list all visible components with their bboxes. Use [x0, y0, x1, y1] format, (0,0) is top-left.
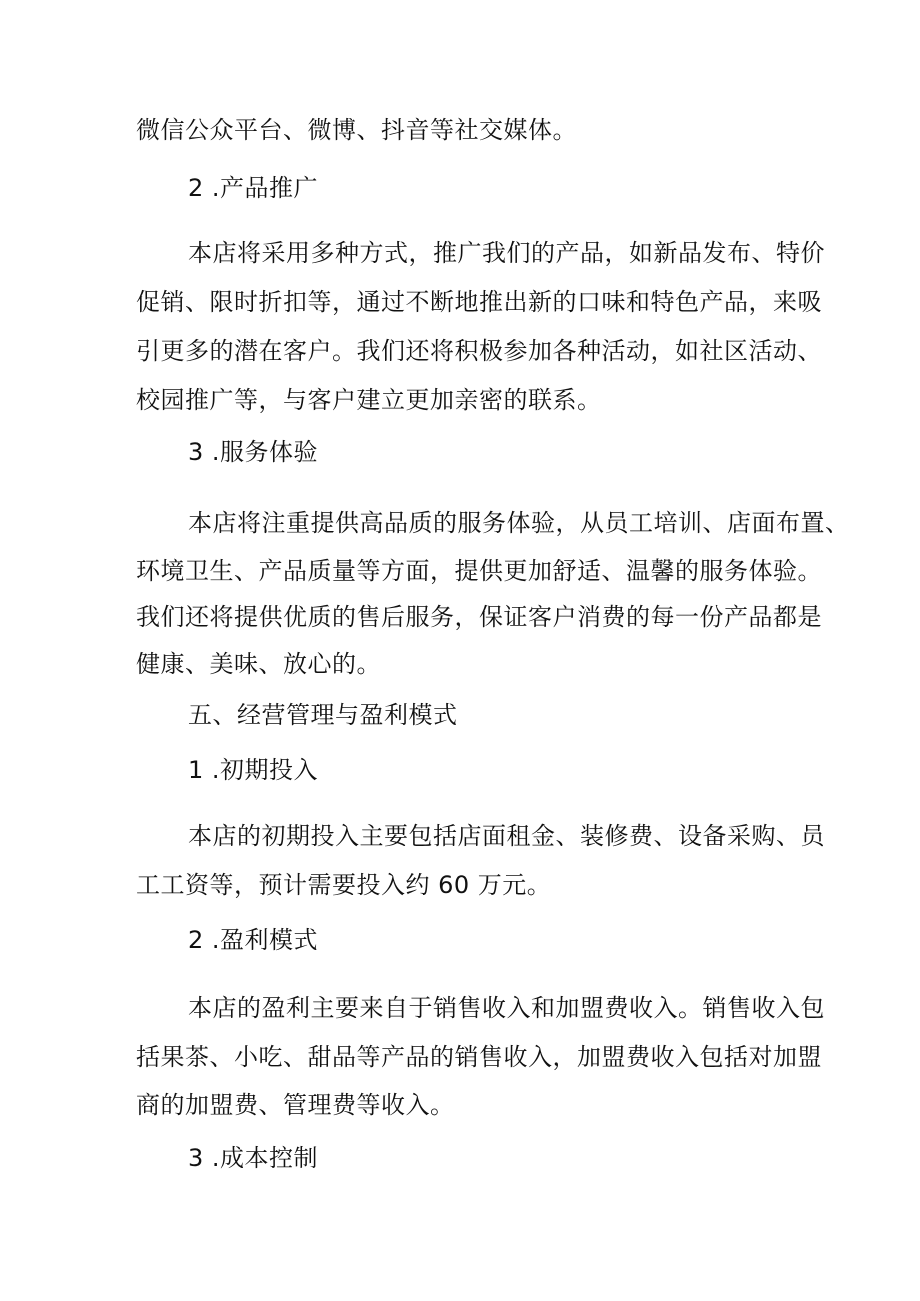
paragraph-line: 健康、美味、放心的。 [136, 650, 381, 678]
paragraph-line: 本店的初期投入主要包括店面租金、装修费、设备采购、员 [188, 822, 825, 850]
paragraph-line: 校园推广等，与客户建立更加亲密的联系。 [136, 386, 602, 414]
paragraph-line: 本店将采用多种方式，推广我们的产品，如新品发布、特价 [188, 239, 825, 267]
paragraph-line: 工工资等，预计需要投入约 60 万元。 [136, 871, 552, 899]
section-heading-profit-model: 2 .盈利模式 [188, 926, 319, 954]
paragraph-line: 促销、限时折扣等，通过不断地推出新的口味和特色产品，来吸 [136, 288, 822, 316]
paragraph-line: 括果茶、小吃、甜品等产品的销售收入，加盟费收入包括对加盟 [136, 1043, 822, 1071]
section-heading-initial-investment: 1 .初期投入 [188, 756, 319, 784]
paragraph-line: 本店的盈利主要来自于销售收入和加盟费收入。销售收入包 [188, 994, 825, 1022]
section-heading-service-experience: 3 .服务体验 [188, 438, 319, 466]
paragraph-line: 本店将注重提供高品质的服务体验，从员工培训、店面布置、 [188, 509, 850, 537]
paragraph-line: 环境卫生、产品质量等方面，提供更加舒适、温馨的服务体验。 [136, 557, 822, 585]
paragraph-line: 商的加盟费、管理费等收入。 [136, 1091, 455, 1119]
section-heading-cost-control: 3 .成本控制 [188, 1144, 319, 1172]
section-heading-product-promotion: 2 .产品推广 [188, 174, 319, 202]
paragraph-line: 微信公众平台、微博、抖音等社交媒体。 [136, 116, 577, 144]
paragraph-line: 我们还将提供优质的售后服务，保证客户消费的每一份产品都是 [136, 603, 822, 631]
chapter-heading-operations: 五、经营管理与盈利模式 [188, 701, 458, 729]
paragraph-line: 引更多的潜在客户。我们还将积极参加各种活动，如社区活动、 [136, 337, 822, 365]
